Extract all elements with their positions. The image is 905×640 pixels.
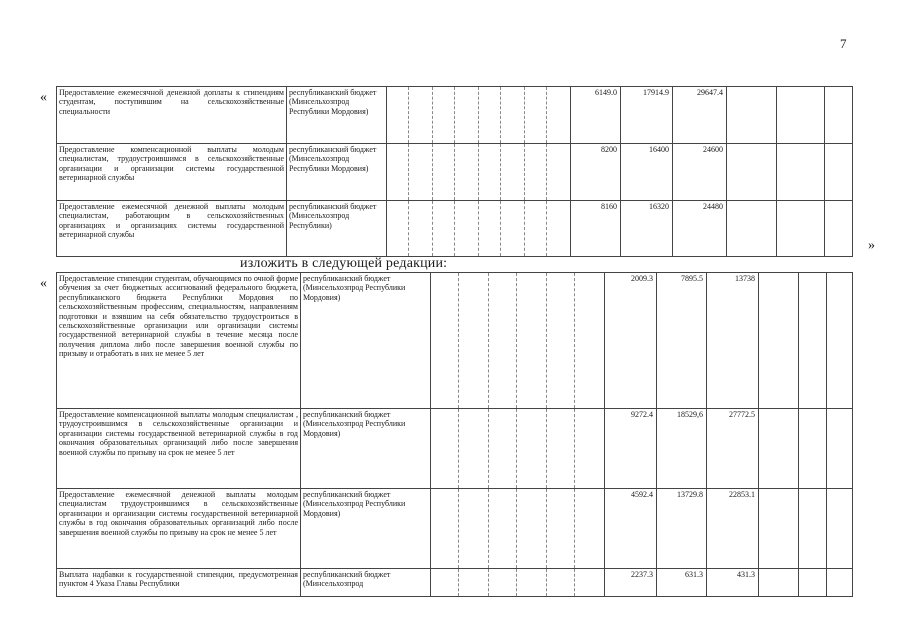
funding-source: республиканский бюджет (Минсельхозпрод	[301, 569, 431, 597]
open-quote-old: «	[40, 90, 47, 105]
table-row	[57, 87, 853, 144]
measure-name: Выплата надбавки к государственной стипендии, предусмотренная пунктом 4 Указа Главы Республики	[57, 569, 301, 597]
funding-source: республиканский бюджет (Минсельхозпрод Республики Мордовия)	[301, 489, 431, 569]
table-row	[57, 144, 853, 201]
funding-source: республиканский бюджет (Минсельхозпрод Республики Мордовия)	[287, 144, 387, 201]
measure-name: Предоставление ежемесячной денежной доплаты к стипендиям студентам, поступившим на сельскохозяйственные специальности	[57, 87, 287, 144]
value-year-1: 4592.4	[605, 489, 657, 569]
table-row	[57, 409, 853, 489]
value-year-2: 18529,6	[657, 409, 707, 489]
value-year-3: 24480	[673, 201, 727, 257]
page-number: 7	[840, 36, 847, 51]
value-year-1: 9272.4	[605, 409, 657, 489]
measure-name: Предоставление стипендии студентам, обучающимся по очной форме обучения за счет бюджетных ассигнований федерального бюджета, республиканского бюджета Республики Мордовия по сельскохозяйственным профессиям, специальностям, направлениям подготовки и взявшим на себя обязательство трудоустроиться в сельскохозяйственные организации или организации системы государственной ветеринарной службы в течение месяца после получения диплома либо после завершения военной службы по призыву и отработать в них не менее 5 лет	[57, 273, 301, 409]
value-year-2: 16320	[621, 201, 673, 257]
measure-name: Предоставление компенсационной выплаты молодым специалистам, трудоустроившимся в сельскохозяйственные организации и организации системы государственной ветеринарной службы	[57, 144, 287, 201]
value-year-2: 631.3	[657, 569, 707, 597]
table-row	[57, 489, 853, 569]
funding-source: республиканский бюджет (Минсельхозпрод Республики Мордовия)	[301, 409, 431, 489]
value-year-2: 16400	[621, 144, 673, 201]
value-year-1: 8160	[571, 201, 621, 257]
table-row	[57, 569, 853, 597]
old-version-table	[56, 86, 853, 257]
value-year-1: 2237.3	[605, 569, 657, 597]
value-year-1: 8200	[571, 144, 621, 201]
value-year-3: 24600	[673, 144, 727, 201]
value-year-1: 2009.3	[605, 273, 657, 409]
value-year-3: 22853.1	[707, 489, 759, 569]
measure-name: Предоставление компенсационной выплаты молодым специалистам , трудоустроившимся в сельскохозяйственные организации и организации системы государственной ветеринарной службы в год окончания образовательных организаций либо после завершения военной службы по призыву на срок не менее 5 лет	[57, 409, 301, 489]
measure-name: Предоставление ежемесячной денежной выплаты молодым специалистам, работающим в сельскохозяйственных организациях и организациях системы государственной ветеринарной службы	[57, 201, 287, 257]
table-row	[57, 273, 853, 409]
close-quote-old: »	[868, 238, 875, 253]
new-version-table	[56, 272, 853, 597]
funding-source: республиканский бюджет (Минсельхозпрод Республики)	[287, 201, 387, 257]
value-year-3: 13738	[707, 273, 759, 409]
table-row	[57, 201, 853, 257]
value-year-2: 17914.9	[621, 87, 673, 144]
open-quote-new: «	[40, 276, 47, 291]
value-year-2: 7895.5	[657, 273, 707, 409]
value-year-1: 6149.0	[571, 87, 621, 144]
funding-source: республиканский бюджет (Минсельхозпрод Республики Мордовия)	[287, 87, 387, 144]
value-year-3: 29647.4	[673, 87, 727, 144]
amendment-heading: изложить в следующей редакции:	[240, 256, 448, 271]
funding-source: республиканский бюджет (Минсельхозпрод Республики Мордовия)	[301, 273, 431, 409]
value-year-3: 27772.5	[707, 409, 759, 489]
value-year-3: 431.3	[707, 569, 759, 597]
value-year-2: 13729.8	[657, 489, 707, 569]
measure-name: Предоставление ежемесячной денежной выплаты молодым специалистам трудоустроившимся в сельскохозяйственные организации и организации системы государственной ветеринарной службы в год окончания образовательных организаций либо после завершения военной службы по призыву на срок не менее 5 лет	[57, 489, 301, 569]
